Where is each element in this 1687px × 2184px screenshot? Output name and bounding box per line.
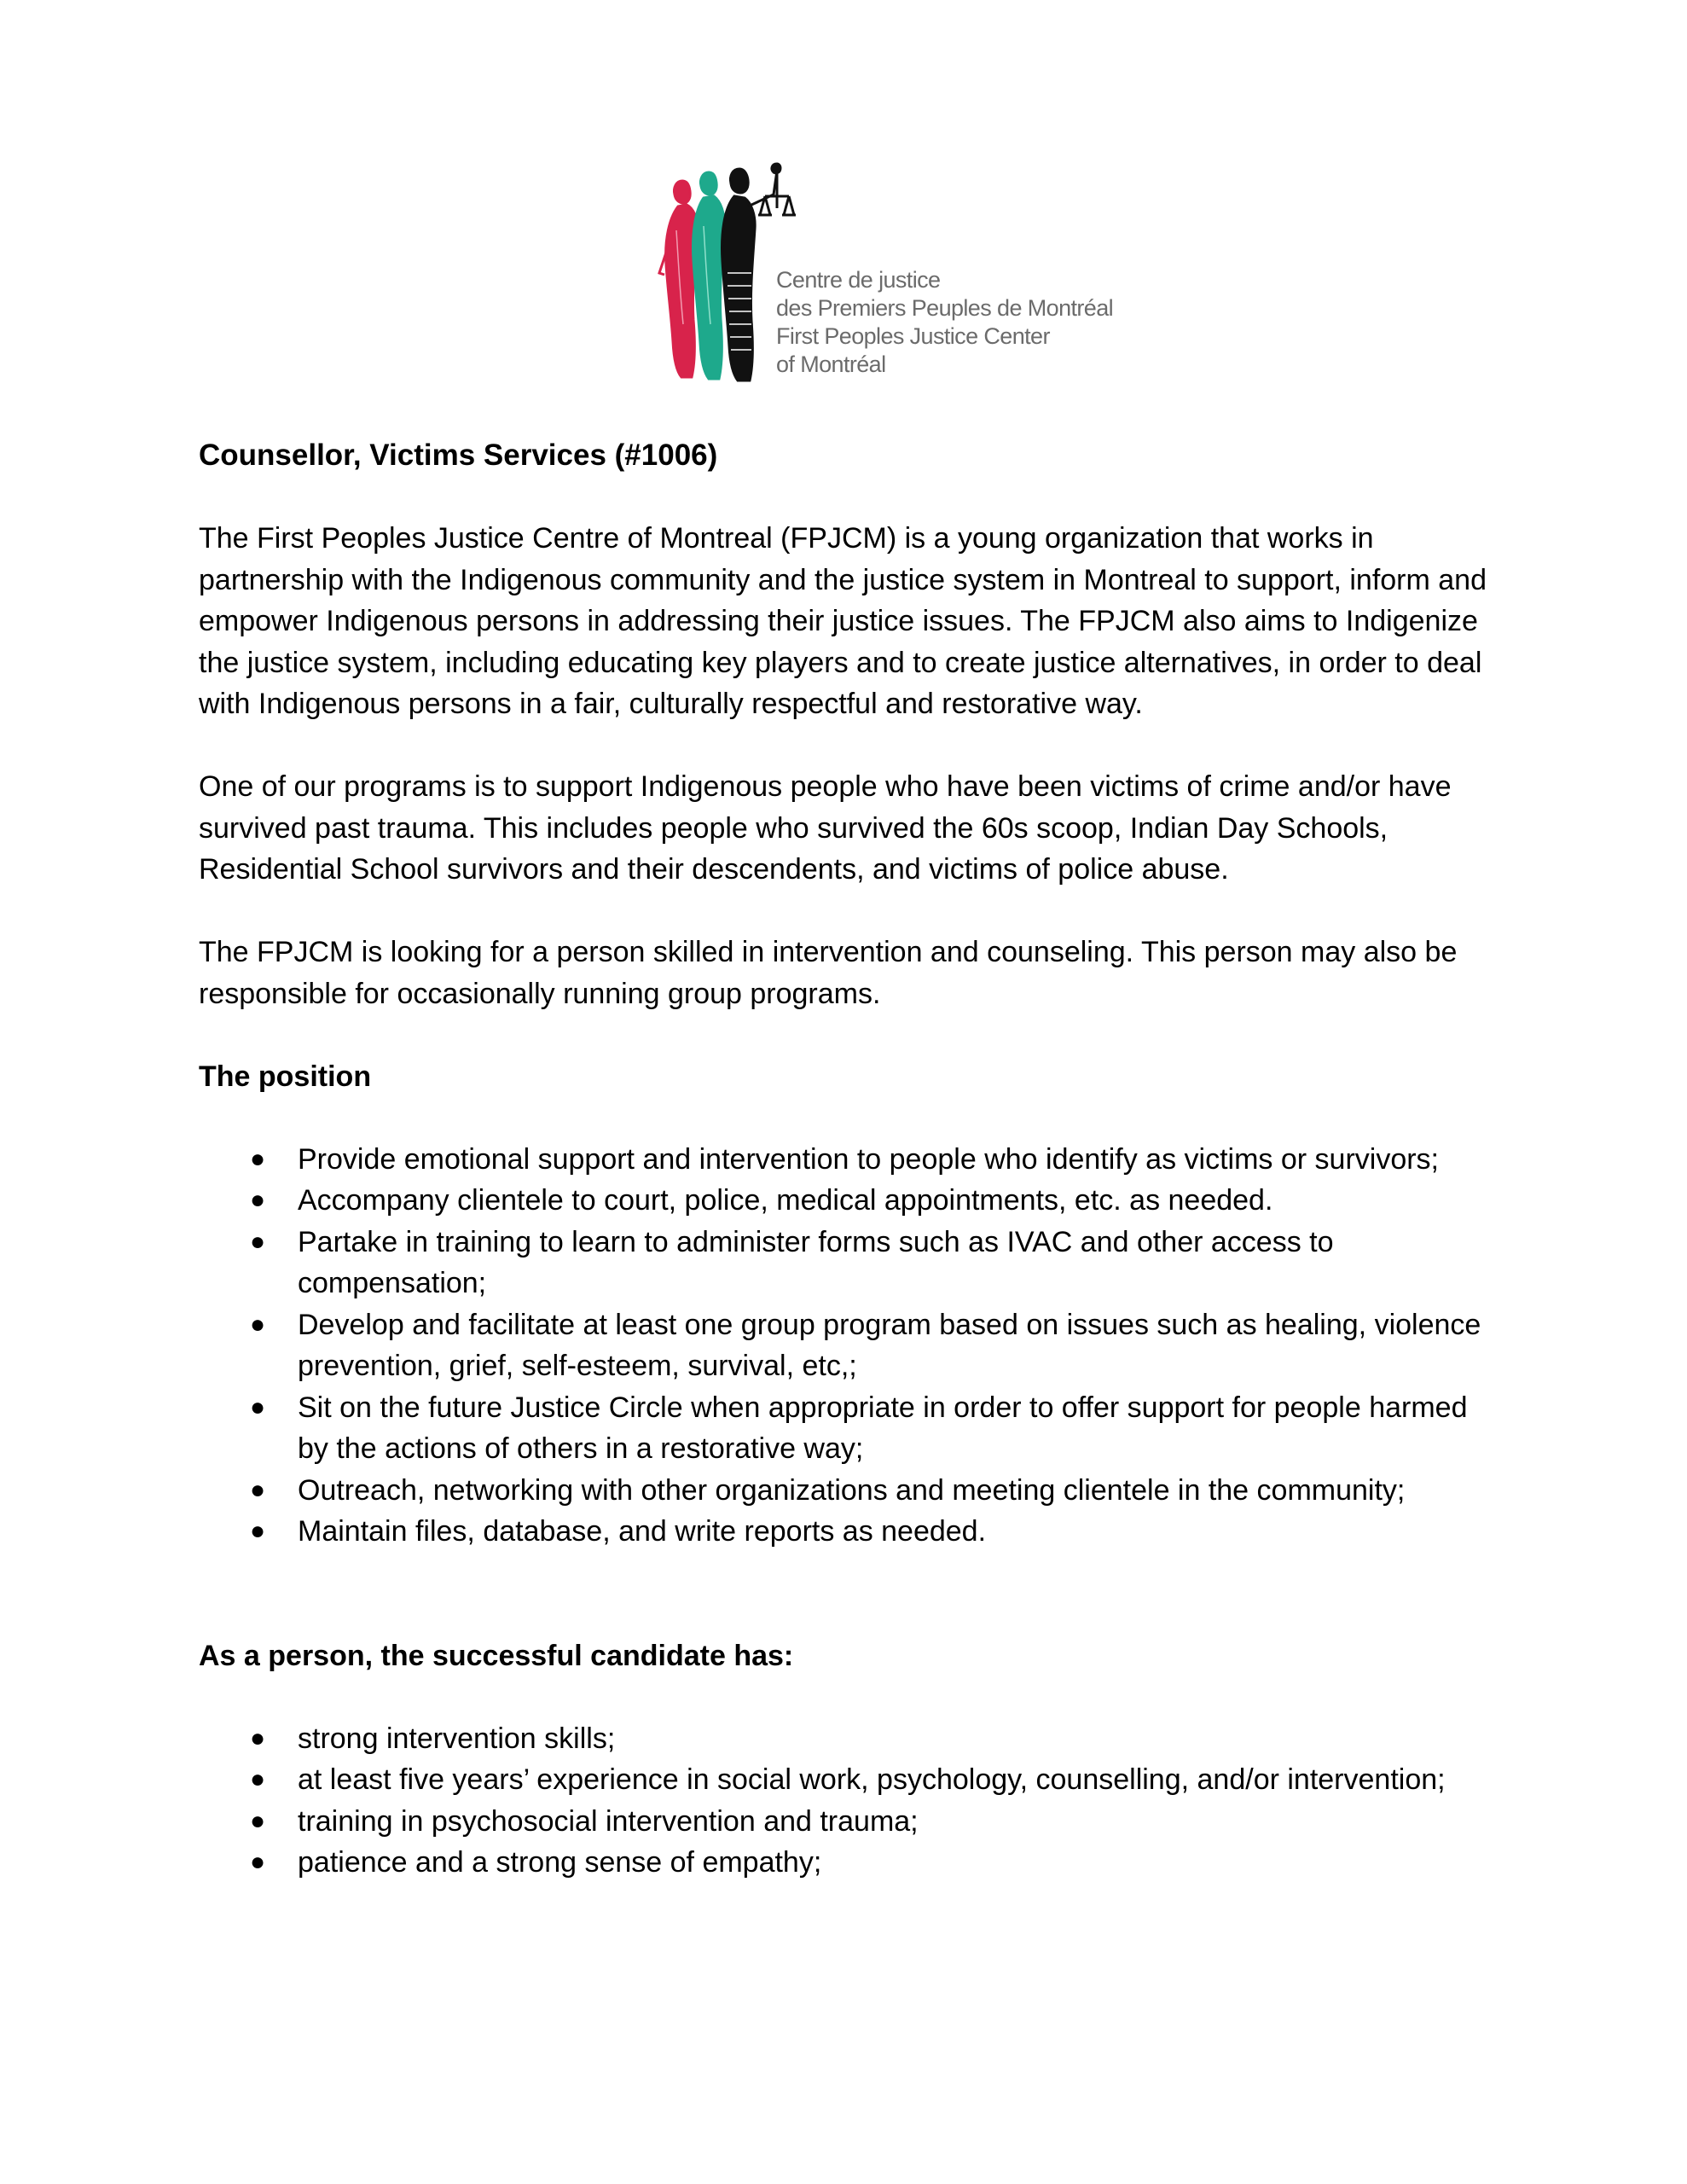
list-item-text: Outreach, networking with other organizations and meeting clientele in the community; — [298, 1473, 1406, 1507]
intro-paragraph: The First Peoples Justice Centre of Montreal (FPJCM) is a young organization that works in partnership with the Indigenous community and the justice system in Montreal to support, inform and empower Indigenous persons in addressing their justice issues. The FPJCM also aims to Indigenize the justice system, including educating key players and to create justice alternatives, in order to deal with Indigenous persons in a fair, culturally respectful and restorative way. — [199, 522, 1487, 720]
list-item — [199, 1842, 1495, 1884]
bullet-icon: ● — [250, 1144, 266, 1173]
list-item — [199, 1718, 1495, 1760]
bullet-icon: ● — [250, 1806, 266, 1835]
logo-text-fr-line1: Centre de justice — [776, 267, 941, 293]
bullet-icon: ● — [250, 1227, 266, 1256]
list-item-text: Maintain files, database, and write reports as needed. — [298, 1515, 987, 1548]
list-item — [199, 1222, 1495, 1304]
programs-paragraph: One of our programs is to support Indigenous people who have been victims of crime and/or have survived past trauma. This includes people who survived the 60s scoop, Indian Day Schools, Residential School survivors and their descendents, and victims of police abuse. — [199, 770, 1452, 886]
list-item-text: training in psychosocial intervention and trauma; — [298, 1804, 919, 1838]
candidate-heading: As a person, the successful candidate has: — [199, 1639, 794, 1672]
position-list — [199, 1139, 1495, 1553]
logo-wordmark — [776, 266, 1113, 379]
logo-text-fr-line2: des Premiers Peuples de Montréal — [776, 295, 1114, 321]
list-item-text: strong intervention skills; — [298, 1722, 616, 1755]
bullet-icon: ● — [250, 1475, 266, 1504]
bullet-icon: ● — [250, 1848, 266, 1876]
list-item-text: at least five years’ experience in social work, psychology, counselling, and/or intervention; — [298, 1763, 1446, 1796]
list-item — [199, 1511, 1495, 1553]
list-item — [199, 1304, 1495, 1387]
list-item-text: Sit on the future Justice Circle when appropriate in order to offer support for people harmed by the actions of others in a restorative way; — [298, 1391, 1468, 1465]
logo-text-en-line1: First Peoples Justice Center — [776, 323, 1050, 349]
bullet-icon: ● — [250, 1765, 266, 1793]
list-item — [199, 1180, 1495, 1222]
job-posting — [199, 435, 1495, 1884]
page-title: Counsellor, Victims Services (#1006) — [199, 439, 718, 472]
looking-for-paragraph: The FPJCM is looking for a person skilled in intervention and counseling. This person may also be responsible for occasionally running group programs. — [199, 936, 1458, 1010]
bullet-icon: ● — [250, 1392, 266, 1421]
list-item — [199, 1470, 1495, 1512]
list-item — [199, 1801, 1495, 1843]
list-item-text: Accompany clientele to court, police, medical appointments, etc. as needed. — [298, 1184, 1273, 1217]
candidate-list — [199, 1718, 1495, 1884]
list-item-text: Provide emotional support and intervention to people who identify as victims or survivors; — [298, 1142, 1440, 1176]
bullet-icon: ● — [250, 1186, 266, 1214]
list-item — [199, 1759, 1495, 1801]
list-item-text: Develop and facilitate at least one group program based on issues such as healing, violence prevention, grief, self-esteem, survival, etc,; — [298, 1308, 1481, 1382]
list-item-text: Partake in training to learn to administer forms such as IVAC and other access to compensation; — [298, 1225, 1334, 1299]
bullet-icon: ● — [250, 1517, 266, 1545]
bullet-icon: ● — [250, 1723, 266, 1752]
list-item — [199, 1139, 1495, 1181]
position-heading: The position — [199, 1060, 372, 1093]
bullet-icon: ● — [250, 1310, 266, 1339]
organization-logo — [652, 145, 1114, 384]
list-item — [199, 1387, 1495, 1470]
list-item-text: patience and a strong sense of empathy; — [298, 1846, 822, 1879]
logo-text-en-line2: of Montréal — [776, 351, 886, 377]
